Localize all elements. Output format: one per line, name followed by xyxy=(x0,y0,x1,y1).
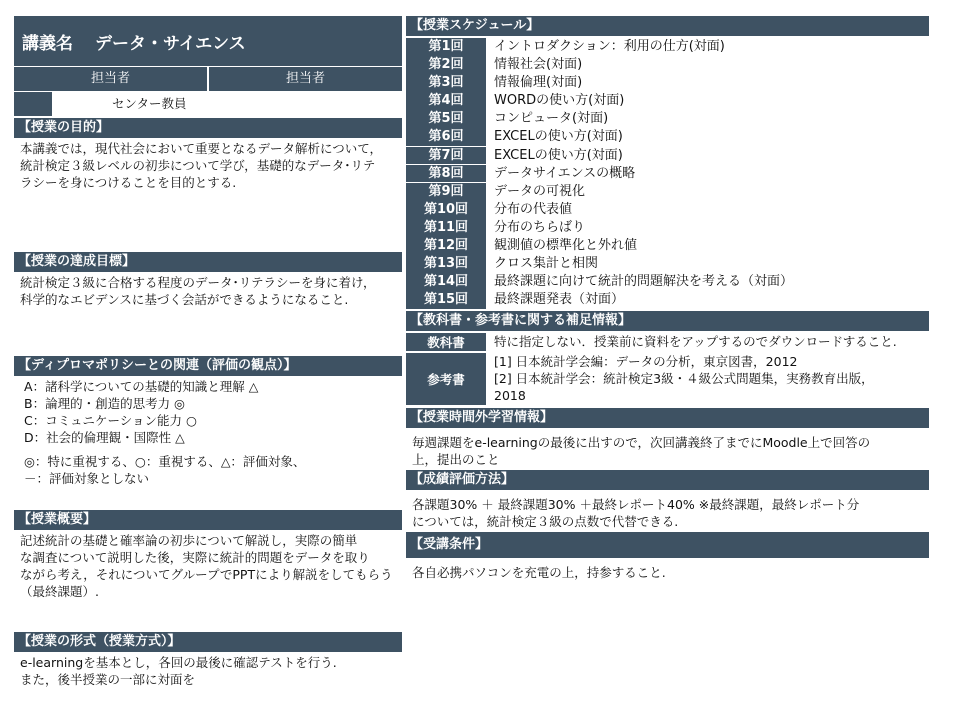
format-line: e-learningを基本とし，各回の最後に確認テストを行う. xyxy=(20,655,337,670)
session-topic: WORDの使い方(対面) xyxy=(494,93,625,109)
session-number: 第6回 xyxy=(406,128,486,146)
purpose-text xyxy=(14,138,402,252)
session-number: 第11回 xyxy=(406,219,486,237)
overview-heading: 【授業概要】 xyxy=(14,510,402,530)
textbook-label: 教科書 xyxy=(406,333,486,351)
overview-line: 記述統計の基礎と確率論の初歩について解説し，実際の簡単 xyxy=(20,533,358,548)
goal-line: 統計検定３級に合格する程度のデータ･リテラシーを身に着け， xyxy=(20,275,376,290)
goal-line: 科学的なエビデンスに基づく会話ができるようになること. xyxy=(20,292,349,307)
goal-heading: 【授業の達成目標】 xyxy=(14,252,402,272)
schedule-row xyxy=(406,219,929,237)
schedule-row xyxy=(406,128,929,146)
reference-row xyxy=(406,353,929,405)
session-topic: 最終課題発表（対面） xyxy=(494,292,625,308)
format-line: また，後半授業の一部に対面を xyxy=(20,672,196,687)
session-number: 第10回 xyxy=(406,201,486,219)
session-number: 第4回 xyxy=(406,92,486,110)
session-topic: EXCELの使い方(対面) xyxy=(494,129,623,145)
schedule-row xyxy=(406,110,929,128)
reference-label: 参考書 xyxy=(406,353,486,405)
diploma-item: C：コミュニケーション能力 ○ xyxy=(24,413,197,428)
requirements-heading: 【受講条件】 xyxy=(406,532,929,558)
teacher-header-left: 担当者 xyxy=(14,67,207,91)
session-topic: EXCELの使い方(対面) xyxy=(494,147,623,163)
schedule-row xyxy=(406,255,929,273)
diploma-legend: －：評価対象としない xyxy=(24,471,150,486)
schedule-row xyxy=(406,237,929,255)
teacher-header xyxy=(14,67,402,91)
goal-text xyxy=(14,272,402,356)
overview-line: （最終課題）. xyxy=(20,584,99,599)
session-number: 第14回 xyxy=(406,273,486,291)
requirements-line: 各自必携パソコンを充電の上，持参すること. xyxy=(412,565,666,581)
diploma-legend: ◎：特に重視する、○：重視する、△：評価対象、 xyxy=(24,454,306,469)
outside-text xyxy=(406,428,929,470)
schedule-row xyxy=(406,291,929,309)
purpose-line: ラシーを身につけることを目的とする. xyxy=(20,175,237,190)
schedule-row xyxy=(406,165,929,183)
schedule-row xyxy=(406,201,929,219)
overview-line: な調査について説明した後，実際に統計的問題をデータを取り xyxy=(20,550,370,565)
session-topic: クロス集計と相関 xyxy=(494,256,599,272)
textbook-row xyxy=(406,333,929,351)
course-title-bar xyxy=(14,16,402,66)
overview-line: ながら考え，それについてグループでPPTにより解説をしてもらう xyxy=(20,567,393,582)
session-number: 第12回 xyxy=(406,237,486,255)
session-topic: イントロダクション：利用の仕方(対面) xyxy=(494,39,725,54)
schedule-row xyxy=(406,92,929,110)
session-topic: 観測値の標準化と外れ値 xyxy=(494,238,638,254)
reference-line: [1] 日本統計学会編：データの分析，東京図書，2012 xyxy=(494,354,798,370)
outside-line: 毎週課題をe-learningの最後に出すので，次回講義終了までにMoodle上で回答の xyxy=(412,435,871,451)
schedule-row xyxy=(406,56,929,74)
session-topic: 分布のちらばり xyxy=(494,219,586,235)
session-topic: 情報倫理(対面) xyxy=(494,75,583,91)
teacher-name: センター教員 xyxy=(112,96,187,111)
session-topic: 最終課題に向けて統計的問題解決を考える（対面） xyxy=(494,274,794,290)
grading-line: については，統計検定３級の点数で代替できる. xyxy=(412,514,679,530)
outside-heading: 【授業時間外学習情報】 xyxy=(406,408,929,428)
session-number: 第9回 xyxy=(406,183,486,201)
course-name: データ・サイエンス xyxy=(95,33,246,54)
reference-line: 2018 xyxy=(494,388,526,404)
session-number: 第13回 xyxy=(406,255,486,273)
diploma-item: A：諸科学についての基礎的知識と理解 △ xyxy=(24,379,259,394)
session-topic: コンピュータ(対面) xyxy=(494,111,609,127)
session-number: 第1回 xyxy=(406,38,486,56)
diploma-item: D：社会的倫理観・国際性 △ xyxy=(24,430,185,445)
overview-text xyxy=(14,530,402,632)
reference-list xyxy=(494,353,929,405)
teacher-header-right: 担当者 xyxy=(209,67,402,91)
teacher-row xyxy=(14,92,402,116)
textbook-text: 特に指定しない．授業前に資料をアップするのでダウンロードすること. xyxy=(494,334,897,350)
purpose-line: 本講義では，現代社会において重要となるデータ解析について， xyxy=(20,141,383,156)
session-number: 第2回 xyxy=(406,56,486,74)
session-topic: 情報社会(対面) xyxy=(494,57,583,73)
left-column xyxy=(14,16,402,688)
textbooks-heading: 【教科書・参考書に関する補足情報】 xyxy=(406,311,929,331)
session-topic: データサイエンスの概略 xyxy=(494,165,636,181)
schedule-heading: 【授業スケジュール】 xyxy=(406,16,929,36)
schedule-row xyxy=(406,147,929,165)
teacher-row-marker xyxy=(14,92,52,116)
format-heading: 【授業の形式（授業方式）】 xyxy=(14,632,402,652)
session-topic: データの可視化 xyxy=(494,183,586,199)
session-topic: 分布の代表値 xyxy=(494,201,573,217)
course-label: 講義名 xyxy=(22,33,73,54)
schedule-table xyxy=(406,38,929,309)
schedule-row xyxy=(406,273,929,291)
session-number: 第5回 xyxy=(406,110,486,128)
purpose-line: 統計検定３級レベルの初歩について学び，基礎的なデータ･リテ xyxy=(20,158,376,173)
diploma-text xyxy=(14,376,402,510)
schedule-row xyxy=(406,38,929,56)
purpose-heading: 【授業の目的】 xyxy=(14,118,402,138)
diploma-heading: 【ディプロマポリシーとの関連（評価の観点）】 xyxy=(14,356,402,376)
session-number: 第3回 xyxy=(406,74,486,92)
requirements-text xyxy=(406,558,929,581)
schedule-row xyxy=(406,74,929,92)
format-text xyxy=(14,652,402,688)
grading-line: 各課題30% ＋ 最終課題30% ＋最終レポート40% ※最終課題，最終レポート分 xyxy=(412,497,860,513)
session-number: 第15回 xyxy=(406,291,486,309)
outside-line: 上，提出のこと xyxy=(412,452,500,468)
schedule-row xyxy=(406,183,929,201)
right-column xyxy=(406,16,929,581)
session-number: 第8回 xyxy=(406,165,486,183)
grading-text xyxy=(406,490,929,532)
diploma-item: B：論理的・創造的思考力 ◎ xyxy=(24,396,185,411)
grading-heading: 【成績評価方法】 xyxy=(406,470,929,490)
reference-line: [2] 日本統計学会：統計検定3級・４級公式問題集，実務教育出版， xyxy=(494,371,874,387)
session-number: 第7回 xyxy=(406,147,486,165)
